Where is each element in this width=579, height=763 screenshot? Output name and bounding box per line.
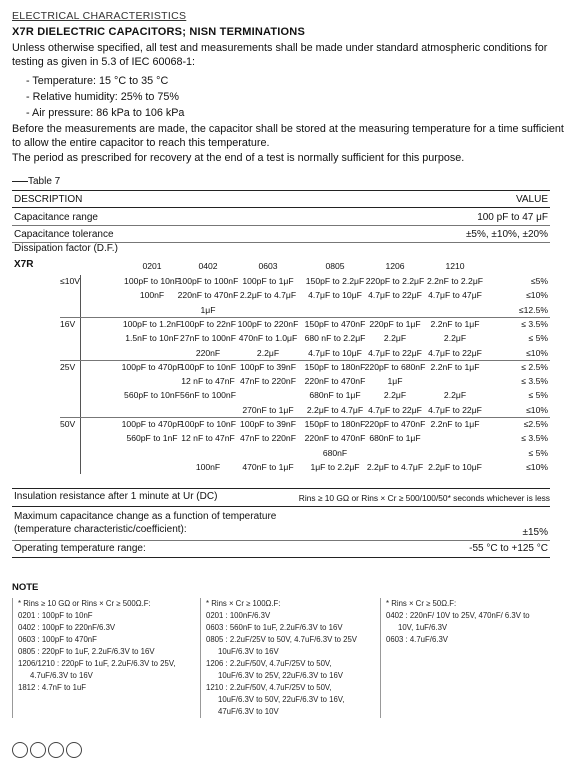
df-value: ≤10% [526,461,548,472]
df-cell: 220pF to 470nF [364,419,426,429]
note-line: 1812 : 4.7nF to 1uF [18,683,87,692]
voltage-label: 25V [60,361,76,372]
note-column [18,598,176,694]
capacitance-range-label: Capacitance range [14,212,98,223]
df-value: ≤ 5% [528,447,548,458]
note-title: NOTE [12,582,39,593]
df-cell: 1μF [387,376,403,387]
voltage-label: 16V [60,318,76,329]
df-cell: 4.7μF to 47μF [428,290,482,301]
size-header: 1206 [385,261,405,271]
header-value: VALUE [515,194,548,205]
df-cell: 4.7μF to 22μF [428,404,482,415]
note-line: 47uF/6.3V to 10V [218,707,279,716]
df-cell: 220nF to 470nF [304,433,366,444]
df-value: ≤ 5% [528,390,548,401]
df-cell: 2.2nF to 1μF [430,419,480,429]
condition-humidity: - Relative humidity: 25% to 75% [26,91,180,103]
df-cell: 100pF to 1.2nF [122,318,182,329]
df-value: ≤12.5% [518,304,548,315]
df-cell: 150pF to 2.2μF [305,276,365,286]
row-rule [12,506,550,507]
df-cell: 1.5nF to 10nF [125,333,179,344]
table-top-rule [12,190,550,191]
df-cell: 680 nF to 2.2μF [304,333,366,344]
df-cell: 100pF to 10nF [124,276,180,286]
df-cell: 100pF to 470pF [121,419,183,429]
df-cell: 150pF to 180nF [304,361,366,372]
df-cell: 100pF to 470pF [121,361,183,372]
row-rule [12,225,550,226]
group-bracket [80,275,81,317]
df-cell: 2.2nF to 2.2μF [426,276,484,286]
note-line: * Rins ≥ 10 GΩ or Rins × Cr ≥ 500Ω.F: [18,599,151,608]
df-cell: 2.2μF to 4.7μF [239,290,297,301]
df-cell: 270nF to 1μF [242,404,294,415]
df-cell: 100pF to 10nF [180,361,236,372]
table-label: Table 7 [28,176,61,187]
df-value: ≤ 3.5% [521,433,548,444]
group-rule [60,360,550,361]
note-line: 0603 : 100pF to 470nF [18,635,97,644]
size-header: 1210 [445,261,465,271]
voltage-label: 50V [60,419,76,429]
df-cell: 4.7μF to 22μF [368,404,422,415]
capacitance-tolerance-value: ±5%, ±10%, ±20% [465,229,548,240]
circle-icon [30,742,46,758]
df-cell: 150pF to 470nF [304,318,366,329]
voltage-label: ≤10V [60,276,81,286]
df-cell: 220pF to 680nF [364,361,426,372]
dissipation-factor-label: Dissipation factor (D.F.) [14,243,118,254]
df-cell: 27nF to 100nF [180,333,236,344]
df-cell: 100pF to 1μF [242,276,294,286]
df-cell: 4.7μF to 10μF [308,290,362,301]
section-title: ELECTRICAL CHARACTERISTICS [12,10,187,22]
df-cell: 100pF to 39nF [240,419,296,429]
df-value: ≤10% [526,347,548,358]
df-cell: 220nF to 470nF [177,290,239,301]
table-label-tick [12,181,28,182]
note-divider [380,598,381,718]
df-cell: 4.7μF to 10μF [308,347,362,358]
df-cell: 220pF to 2.2μF [365,276,425,286]
df-value: ≤ 3.5% [521,376,548,387]
df-cell: 100pF to 39nF [240,361,296,372]
condition-temperature: - Temperature: 15 °C to 35 °C [26,75,169,87]
df-cell: 100nF [195,461,221,472]
df-cell: 12 nF to 47nF [181,433,235,444]
table-bottom-rule [12,557,550,558]
note-line: 0201 : 100pF to 10nF [18,611,93,620]
note-divider [12,598,13,718]
df-value: ≤10% [526,404,548,415]
df-value: ≤ 3.5% [521,318,548,329]
df-cell: 12 nF to 47nF [181,376,235,387]
df-cell: 220nF to 470nF [304,376,366,387]
note-line: * Rins × Cr ≥ 100Ω.F: [206,599,281,608]
before-paragraph: Before the measurements are made, the capacitor shall be stored at the measuring temperature for a time sufficient to allow the entire capacitor to reach this temperature. [12,123,564,149]
size-header: 0603 [258,261,278,271]
df-value: ≤ 5% [528,333,548,344]
circle-icon [12,742,28,758]
df-cell: 220pF to 1μF [369,318,421,329]
note-column [206,598,357,718]
df-cell: 560pF to 10nF [124,390,180,401]
size-header: 0402 [198,261,218,271]
df-cell: 100pF to 22nF [180,318,236,329]
df-cell: 680nF to 1μF [369,433,421,444]
df-cell: 2.2μF [443,390,467,401]
group-bracket [80,361,81,417]
circle-icon [48,742,64,758]
df-cell: 100pF to 100nF [177,276,239,286]
df-cell: 2.2μF [256,347,280,358]
condition-pressure: - Air pressure: 86 kPa to 106 kPa [26,107,185,119]
df-cell: 2.2μF [383,333,407,344]
df-cell: 100nF [139,290,165,301]
note-line: 0402 : 220nF/ 10V to 25V, 470nF/ 6.3V to [386,611,530,620]
header-description: DESCRIPTION [14,194,83,205]
df-cell: 560pF to 1nF [126,433,178,444]
note-line: * Rins × Cr ≥ 50Ω.F: [386,599,457,608]
df-cell: 680nF to 1μF [309,390,361,401]
note-line: 10uF/6.3V to 25V, 22uF/6.3V to 16V [218,671,343,680]
df-cell: 4.7μF to 22μF [368,290,422,301]
df-cell: 100pF to 10nF [180,419,236,429]
note-line: 0805 : 2.2uF/25V to 50V, 4.7uF/6.3V to 25V [206,635,357,644]
group-bracket [80,418,81,474]
max-cap-change-label: Maximum capacitance change as a function of temperature (temperature characteristic/coefficient): [14,511,277,535]
df-cell: 4.7μF to 22μF [368,347,422,358]
operating-temp-value: -55 °C to +125 °C [469,543,548,554]
df-cell: 470nF to 1.0μF [238,333,298,344]
df-value: ≤ 2.5% [521,361,548,372]
note-line: 10uF/6.3V to 50V, 22uF/6.3V to 16V, [218,695,345,704]
note-column [386,598,530,646]
dielectric-label: X7R [14,259,34,270]
note-line: 10V, 1uF/6.3V [398,623,448,632]
df-cell: 47nF to 220nF [240,376,296,387]
note-divider [200,598,201,718]
note-line: 1210 : 2.2uF/50V, 4.7uF/25V to 50V, [206,683,332,692]
note-line: 0603 : 4.7uF/6.3V [386,635,448,644]
df-cell: 100pF to 220nF [237,318,299,329]
group-bracket [80,318,81,360]
note-line: 10uF/6.3V to 16V [218,647,279,656]
period-paragraph: The period as prescribed for recovery at the end of a test is normally sufficient for this purpose. [12,152,465,164]
subtitle: X7R DIELECTRIC CAPACITORS; NISN TERMINATIONS [12,26,305,38]
insulation-value: Rins ≥ 10 GΩ or Rins × Cr ≥ 500/100/50* seconds whichever is less [298,493,550,503]
size-header: 0201 [142,261,162,271]
df-cell: 2.2μF [383,390,407,401]
df-cell: 56nF to 100nF [180,390,236,401]
df-value: ≤5% [530,276,548,286]
group-rule [60,417,550,418]
intro-paragraph: Unless otherwise specified, all test and measurements shall be made under standard atmospheric conditions for testing as given in 5.3 of IEC 60068-1: [12,42,548,68]
row-rule [12,540,550,541]
df-cell: 1μF [200,304,216,315]
df-cell: 47nF to 220nF [240,433,296,444]
note-line: 4.7uF/6.3V to 16V [30,671,93,680]
note-line: 0603 : 560nF to 1uF, 2.2uF/6.3V to 16V [206,623,343,632]
df-cell: 680nF [322,447,348,458]
note-line: 1206/1210 : 220pF to 1uF, 2.2uF/6.3V to 25V, [18,659,176,668]
df-cell: 2.2nF to 1μF [430,318,480,329]
df-cell: 470nF to 1μF [242,461,294,472]
df-cell: 220nF [195,347,221,358]
insulation-label: Insulation resistance after 1 minute at Ur (DC) [14,491,218,502]
capacitance-tolerance-label: Capacitance tolerance [14,229,114,240]
note-line: 0805 : 220pF to 1uF, 2.2uF/6.3V to 16V [18,647,155,656]
df-cell: 2.2μF to 4.7μF [306,404,364,415]
group-rule [60,317,550,318]
df-value: ≤10% [526,290,548,301]
df-cell: 150pF to 180nF [304,419,366,429]
df-cell: 2.2nF to 1μF [430,361,480,372]
capacitance-range-value: 100 pF to 47 μF [477,212,548,223]
circle-icon [66,742,82,758]
df-cell: 2.2μF to 10μF [428,461,482,472]
row-rule [12,488,550,489]
footer-logo-marks [12,742,84,763]
note-line: 0201 : 100nF/6.3V [206,611,271,620]
df-value: ≤2.5% [523,419,548,429]
operating-temp-label: Operating temperature range: [14,543,146,554]
note-line: 1206 : 2.2uF/50V, 4.7uF/25V to 50V, [206,659,332,668]
note-line: 0402 : 100pF to 220nF/6.3V [18,623,116,632]
df-cell: 4.7μF to 22μF [428,347,482,358]
size-header: 0805 [325,261,345,271]
header-rule [12,207,550,208]
df-cell: 2.2μF to 4.7μF [366,461,424,472]
max-cap-change-value: ±15% [522,527,548,538]
df-cell: 1μF to 2.2μF [310,461,360,472]
df-cell: 2.2μF [443,333,467,344]
